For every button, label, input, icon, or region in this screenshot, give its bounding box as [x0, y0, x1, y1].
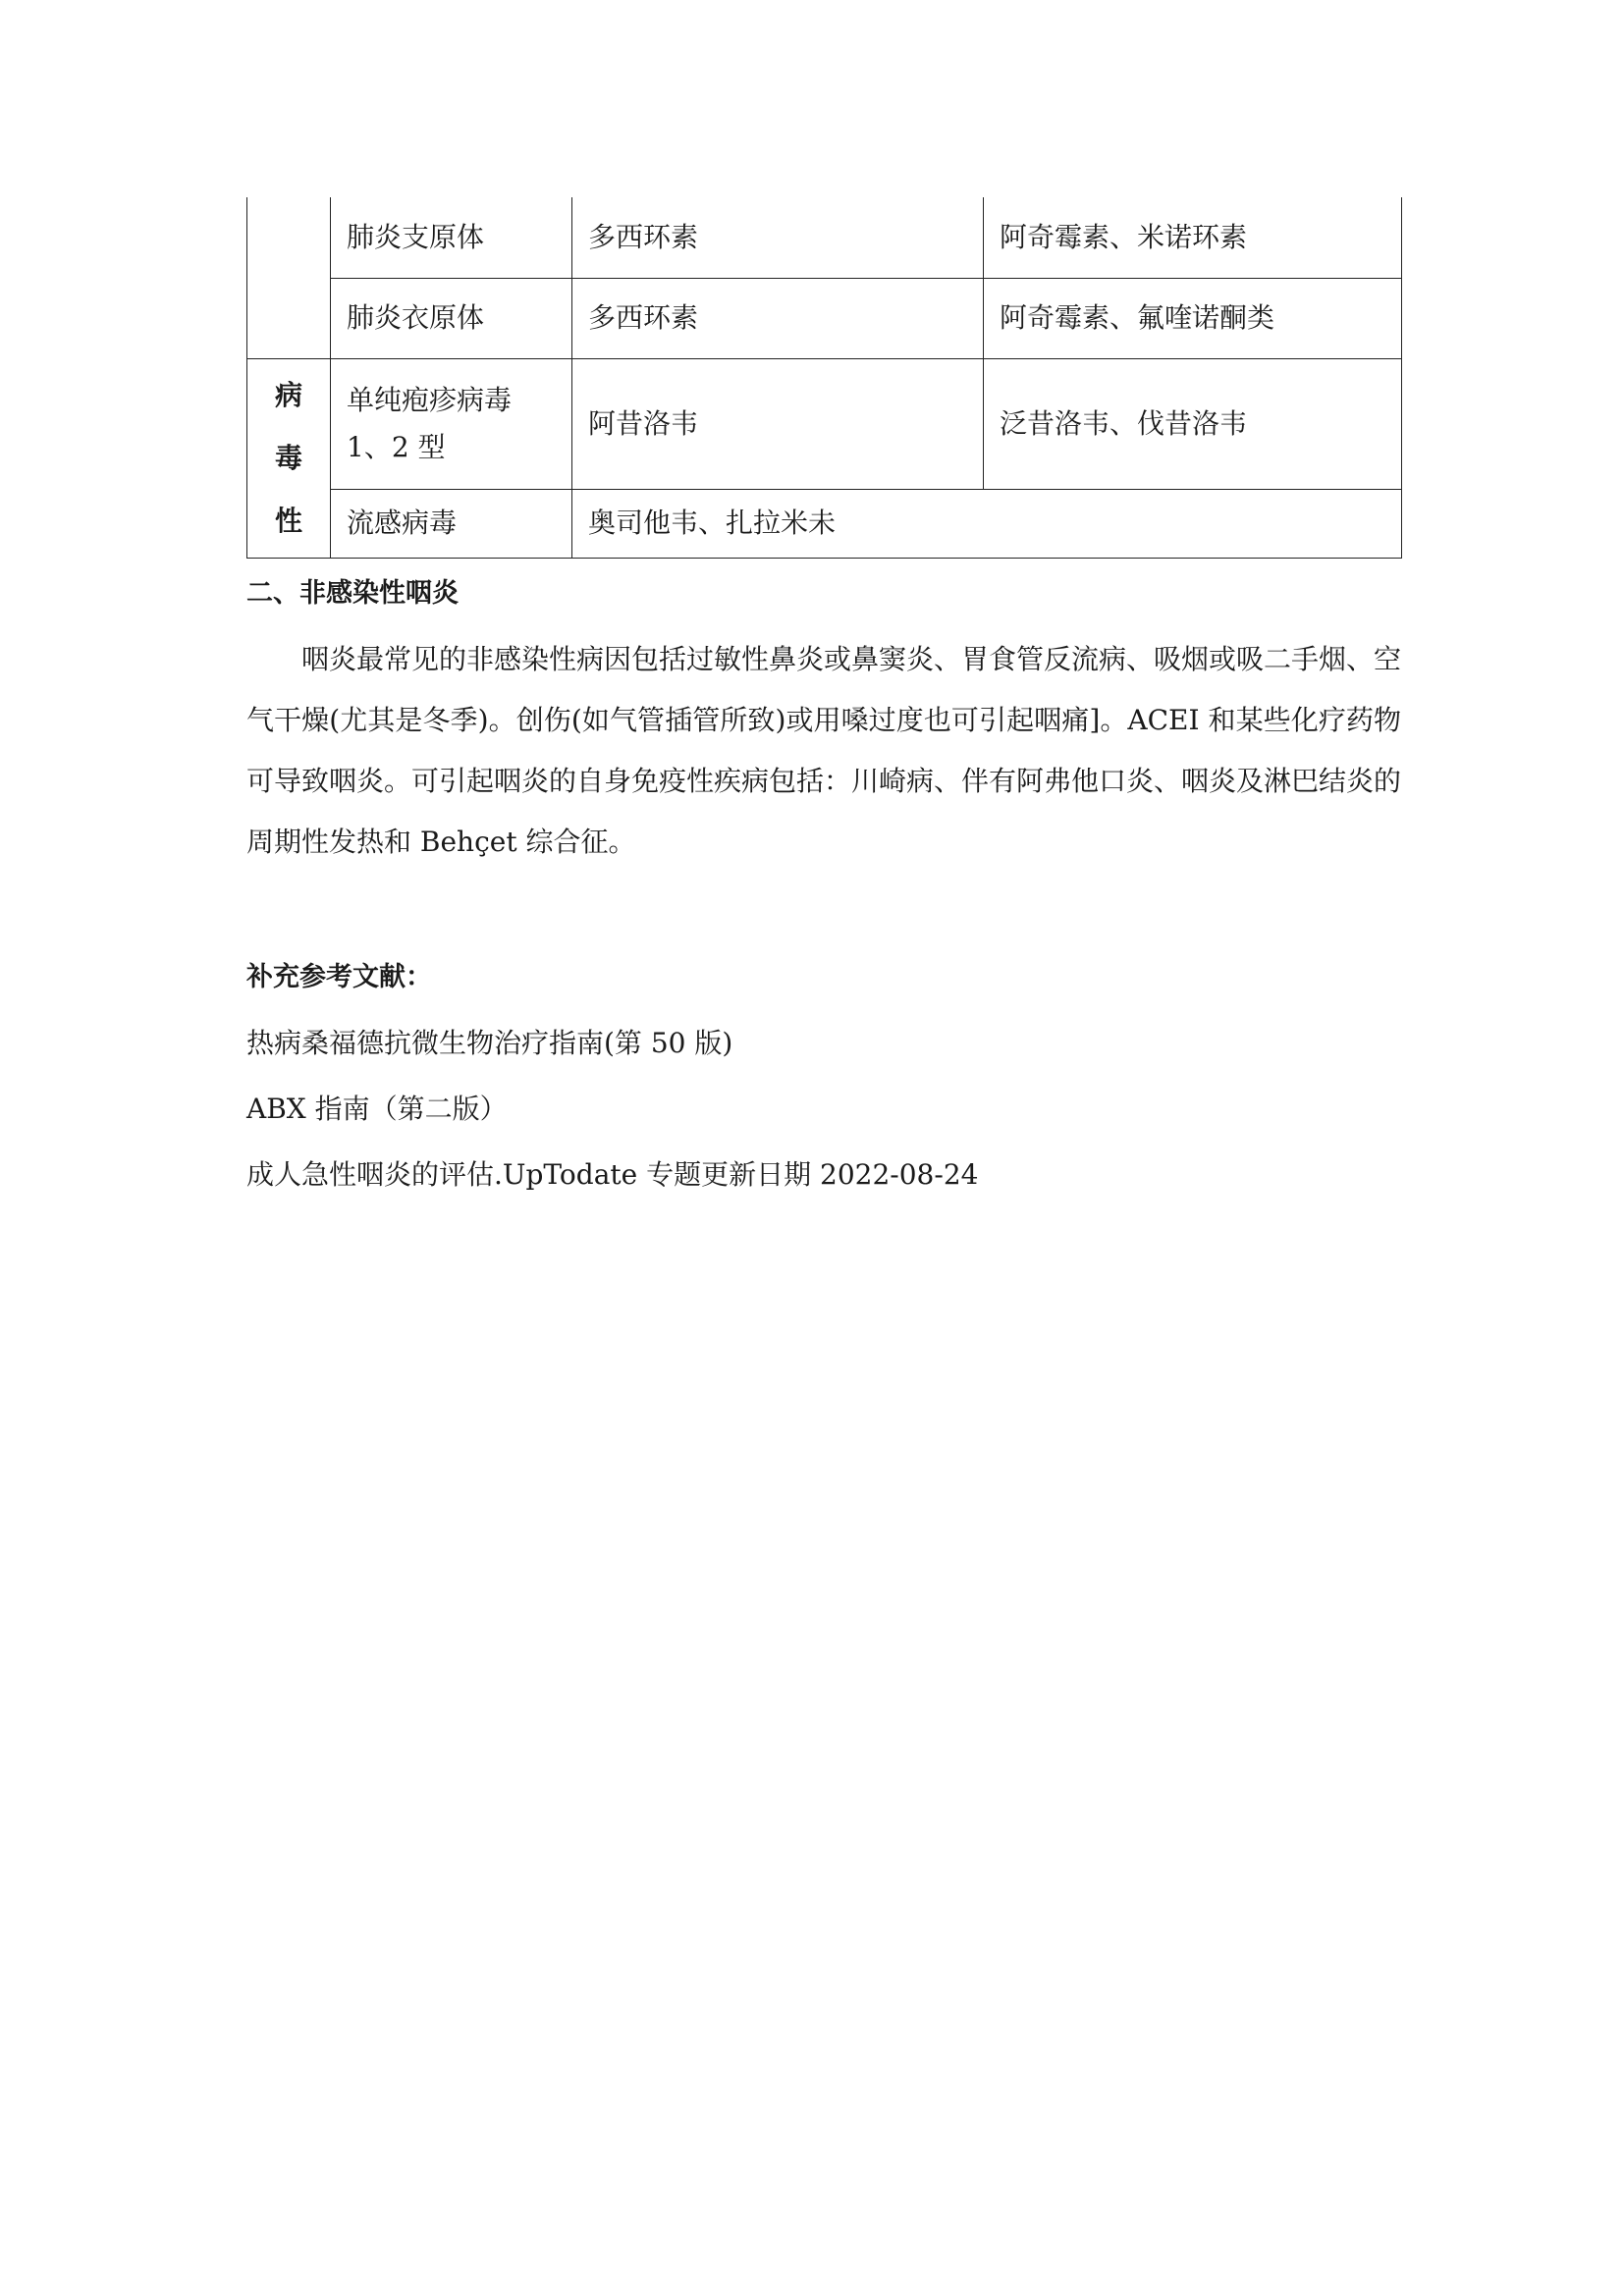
table-row: [247, 278, 1402, 358]
section-heading: 二、非感染性咽炎: [246, 578, 459, 609]
reference-item: ABX 指南（第二版）: [246, 1093, 508, 1125]
first-line-drug-cell: 多西环素: [572, 278, 984, 358]
category-label-char: 毒: [274, 441, 302, 474]
pathogen-drug-table: [246, 197, 1402, 559]
pathogen-cell: 肺炎支原体: [331, 197, 572, 278]
category-cell-bacterial: [247, 197, 331, 358]
reference-item: 热病桑福德抗微生物治疗指南(第 50 版): [246, 1027, 733, 1059]
first-line-drug-cell: 多西环素: [572, 197, 984, 278]
category-label-char: 病: [274, 378, 302, 411]
category-cell-viral: [247, 358, 331, 558]
pathogen-cell: 流感病毒: [331, 489, 572, 558]
references-heading: 补充参考文献：: [246, 962, 432, 992]
table-row: [247, 358, 1402, 489]
pathogen-cell: 单纯疱疹病毒 1、2 型: [331, 358, 572, 489]
category-label-char: 性: [274, 504, 302, 537]
alternative-drug-cell: 泛昔洛韦、伐昔洛韦: [984, 358, 1402, 489]
body-paragraph: 咽炎最常见的非感染性病因包括过敏性鼻炎或鼻窦炎、胃食管反流病、吸烟或吸二手烟、空气干燥(尤其是冬季)。创伤(如气管插管所致)或用嗓过度也可引起咽痛]。ACEI 和某些化疗药物可导致咽炎。可引起咽炎的自身免疫性疾病包括：川崎病、伴有阿弗他口炎、咽炎及淋巴结炎的周期性发热和 Behçet 综合征。: [246, 643, 1402, 858]
table-row: [247, 197, 1402, 278]
first-line-drug-cell: 奥司他韦、扎拉米未: [572, 489, 1402, 558]
reference-item: 成人急性咽炎的评估.UpTodate 专题更新日期 2022-08-24: [246, 1158, 979, 1191]
pathogen-cell: 肺炎衣原体: [331, 278, 572, 358]
alternative-drug-cell: 阿奇霉素、氟喹诺酮类: [984, 278, 1402, 358]
alternative-drug-cell: 阿奇霉素、米诺环素: [984, 197, 1402, 278]
first-line-drug-cell: 阿昔洛韦: [572, 358, 984, 489]
table-row: [247, 489, 1402, 558]
